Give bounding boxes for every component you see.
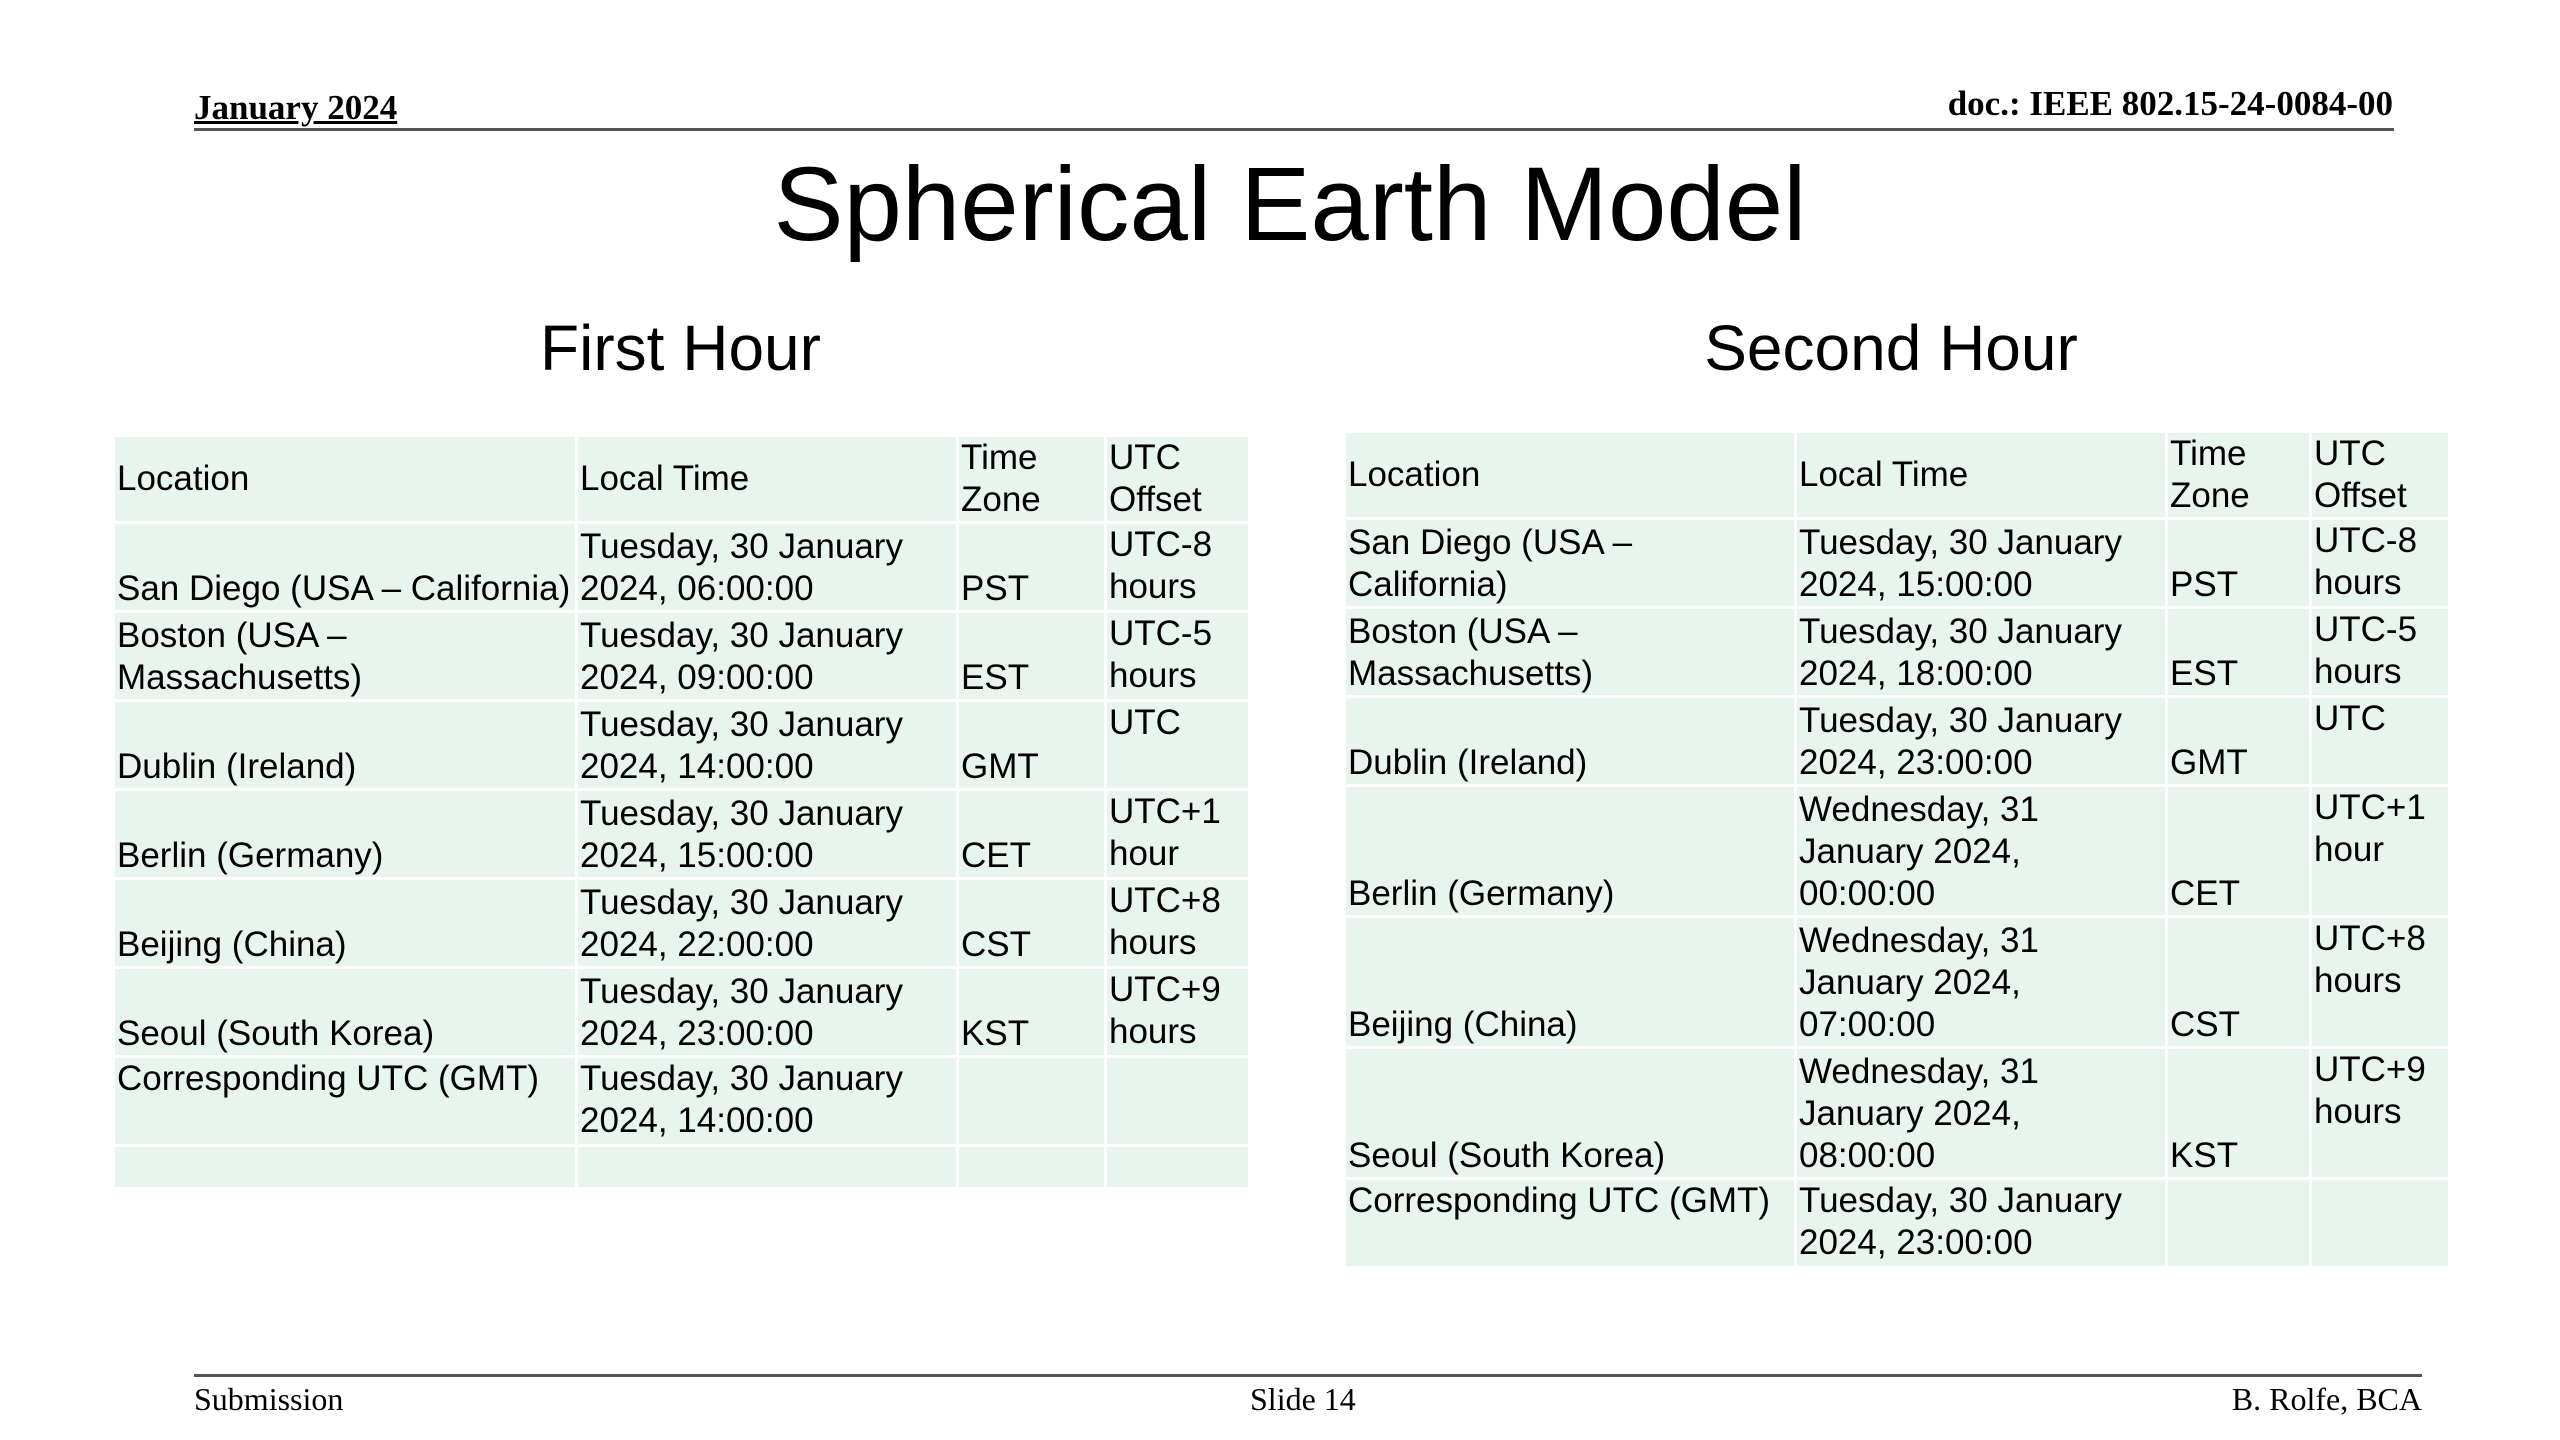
local-time-cell: Tuesday, 30 January 2024, 23:00:00 [1796, 1179, 2167, 1268]
footer-slide-number: Slide 14 [1250, 1381, 1356, 1417]
second-hour-heading: Second Hour [1704, 312, 2078, 384]
local-time-cell: Wednesday, 31 January 2024, 08:00:00 [1796, 1048, 2167, 1179]
location-cell: Dublin (Ireland) [1345, 697, 1796, 786]
table-row [114, 1057, 1250, 1146]
table-row [114, 612, 1250, 701]
utc-offset-cell [2311, 1179, 2450, 1268]
location-cell: Berlin (Germany) [114, 790, 577, 879]
local-time-cell: Tuesday, 30 January 2024, 18:00:00 [1796, 608, 2167, 697]
location-cell: Berlin (Germany) [1345, 786, 1796, 917]
location-cell: San Diego (USA – California) [1345, 519, 1796, 608]
table-row [1345, 786, 2450, 917]
table-row [1345, 1048, 2450, 1179]
utc-offset-cell: UTC+8 hours [1106, 879, 1250, 968]
local-time-cell: Tuesday, 30 January 2024, 09:00:00 [577, 612, 958, 701]
time-zone-cell: CST [958, 879, 1106, 968]
header-divider [194, 128, 2394, 131]
utc-offset-cell: UTC-5 hours [1106, 612, 1250, 701]
footer-divider [194, 1374, 2422, 1377]
location-cell: San Diego (USA – California) [114, 523, 577, 612]
local-time-cell: Tuesday, 30 January 2024, 23:00:00 [577, 968, 958, 1057]
time-zone-cell: GMT [2167, 697, 2311, 786]
time-zone-cell: KST [2167, 1048, 2311, 1179]
table-row [1345, 917, 2450, 1048]
time-zone-cell: PST [2167, 519, 2311, 608]
location-cell: Boston (USA – Massachusetts) [1345, 608, 1796, 697]
table-row [114, 879, 1250, 968]
utc-offset-cell: UTC-5 hours [2311, 608, 2450, 697]
location-cell: Beijing (China) [114, 879, 577, 968]
table-row [1345, 608, 2450, 697]
utc-offset-cell: UTC+8 hours [2311, 917, 2450, 1048]
slide-title: Spherical Earth Model [773, 146, 1807, 263]
local-time-cell: Tuesday, 30 January 2024, 15:00:00 [577, 790, 958, 879]
local-time-cell: Wednesday, 31 January 2024, 07:00:00 [1796, 917, 2167, 1048]
time-zone-cell: PST [958, 523, 1106, 612]
time-zone-cell: CST [2167, 917, 2311, 1048]
utc-offset-cell: UTC+1 hour [1106, 790, 1250, 879]
table-row [1345, 519, 2450, 608]
utc-offset-cell: UTC+9 hours [2311, 1048, 2450, 1179]
time-zone-cell: EST [2167, 608, 2311, 697]
utc-offset-cell: UTC-8 hours [2311, 519, 2450, 608]
utc-offset-cell: UTC-8 hours [1106, 523, 1250, 612]
location-cell: Boston (USA – Massachusetts) [114, 612, 577, 701]
location-cell: Seoul (South Korea) [1345, 1048, 1796, 1179]
header-date: January 2024 [194, 88, 398, 127]
location-cell: Corresponding UTC (GMT) [1345, 1179, 1796, 1268]
location-cell: Beijing (China) [1345, 917, 1796, 1048]
first-hour-table [112, 434, 1251, 1190]
column-header: UTC Offset [1106, 436, 1250, 523]
time-zone-cell [2167, 1179, 2311, 1268]
empty-cell [1106, 1146, 1250, 1189]
location-cell: Dublin (Ireland) [114, 701, 577, 790]
time-zone-cell: KST [958, 968, 1106, 1057]
column-header: Local Time [1796, 432, 2167, 519]
local-time-cell: Tuesday, 30 January 2024, 06:00:00 [577, 523, 958, 612]
first-hour-heading: First Hour [540, 312, 821, 384]
location-cell: Seoul (South Korea) [114, 968, 577, 1057]
utc-offset-cell: UTC [2311, 697, 2450, 786]
table-row [1345, 1179, 2450, 1268]
empty-cell [577, 1146, 958, 1189]
location-cell: Corresponding UTC (GMT) [114, 1057, 577, 1146]
column-header: Local Time [577, 436, 958, 523]
time-zone-cell: CET [958, 790, 1106, 879]
footer-author: B. Rolfe, BCA [2231, 1381, 2422, 1417]
header-doc-id: doc.: IEEE 802.15-24-0084-00 [1947, 84, 2393, 123]
local-time-cell: Tuesday, 30 January 2024, 14:00:00 [577, 1057, 958, 1146]
column-header: Location [114, 436, 577, 523]
time-zone-cell: CET [2167, 786, 2311, 917]
local-time-cell: Tuesday, 30 January 2024, 22:00:00 [577, 879, 958, 968]
local-time-cell: Tuesday, 30 January 2024, 15:00:00 [1796, 519, 2167, 608]
utc-offset-cell: UTC [1106, 701, 1250, 790]
local-time-cell: Wednesday, 31 January 2024, 00:00:00 [1796, 786, 2167, 917]
table-header-row [114, 436, 1250, 523]
column-header: Time Zone [958, 436, 1106, 523]
time-zone-cell [958, 1057, 1106, 1146]
utc-offset-cell: UTC+1 hour [2311, 786, 2450, 917]
time-zone-cell: GMT [958, 701, 1106, 790]
local-time-cell: Tuesday, 30 January 2024, 14:00:00 [577, 701, 958, 790]
column-header: Location [1345, 432, 1796, 519]
column-header: UTC Offset [2311, 432, 2450, 519]
column-header: Time Zone [2167, 432, 2311, 519]
table-row [114, 968, 1250, 1057]
table-row [1345, 697, 2450, 786]
utc-offset-cell: UTC+9 hours [1106, 968, 1250, 1057]
footer-submission: Submission [194, 1381, 344, 1417]
table-header-row [1345, 432, 2450, 519]
local-time-cell: Tuesday, 30 January 2024, 23:00:00 [1796, 697, 2167, 786]
table-row [114, 701, 1250, 790]
second-hour-table [1343, 430, 2451, 1269]
table-row [114, 523, 1250, 612]
empty-cell [958, 1146, 1106, 1189]
empty-cell [114, 1146, 577, 1189]
time-zone-cell: EST [958, 612, 1106, 701]
table-row [114, 790, 1250, 879]
table-row-empty [114, 1146, 1250, 1189]
utc-offset-cell [1106, 1057, 1250, 1146]
